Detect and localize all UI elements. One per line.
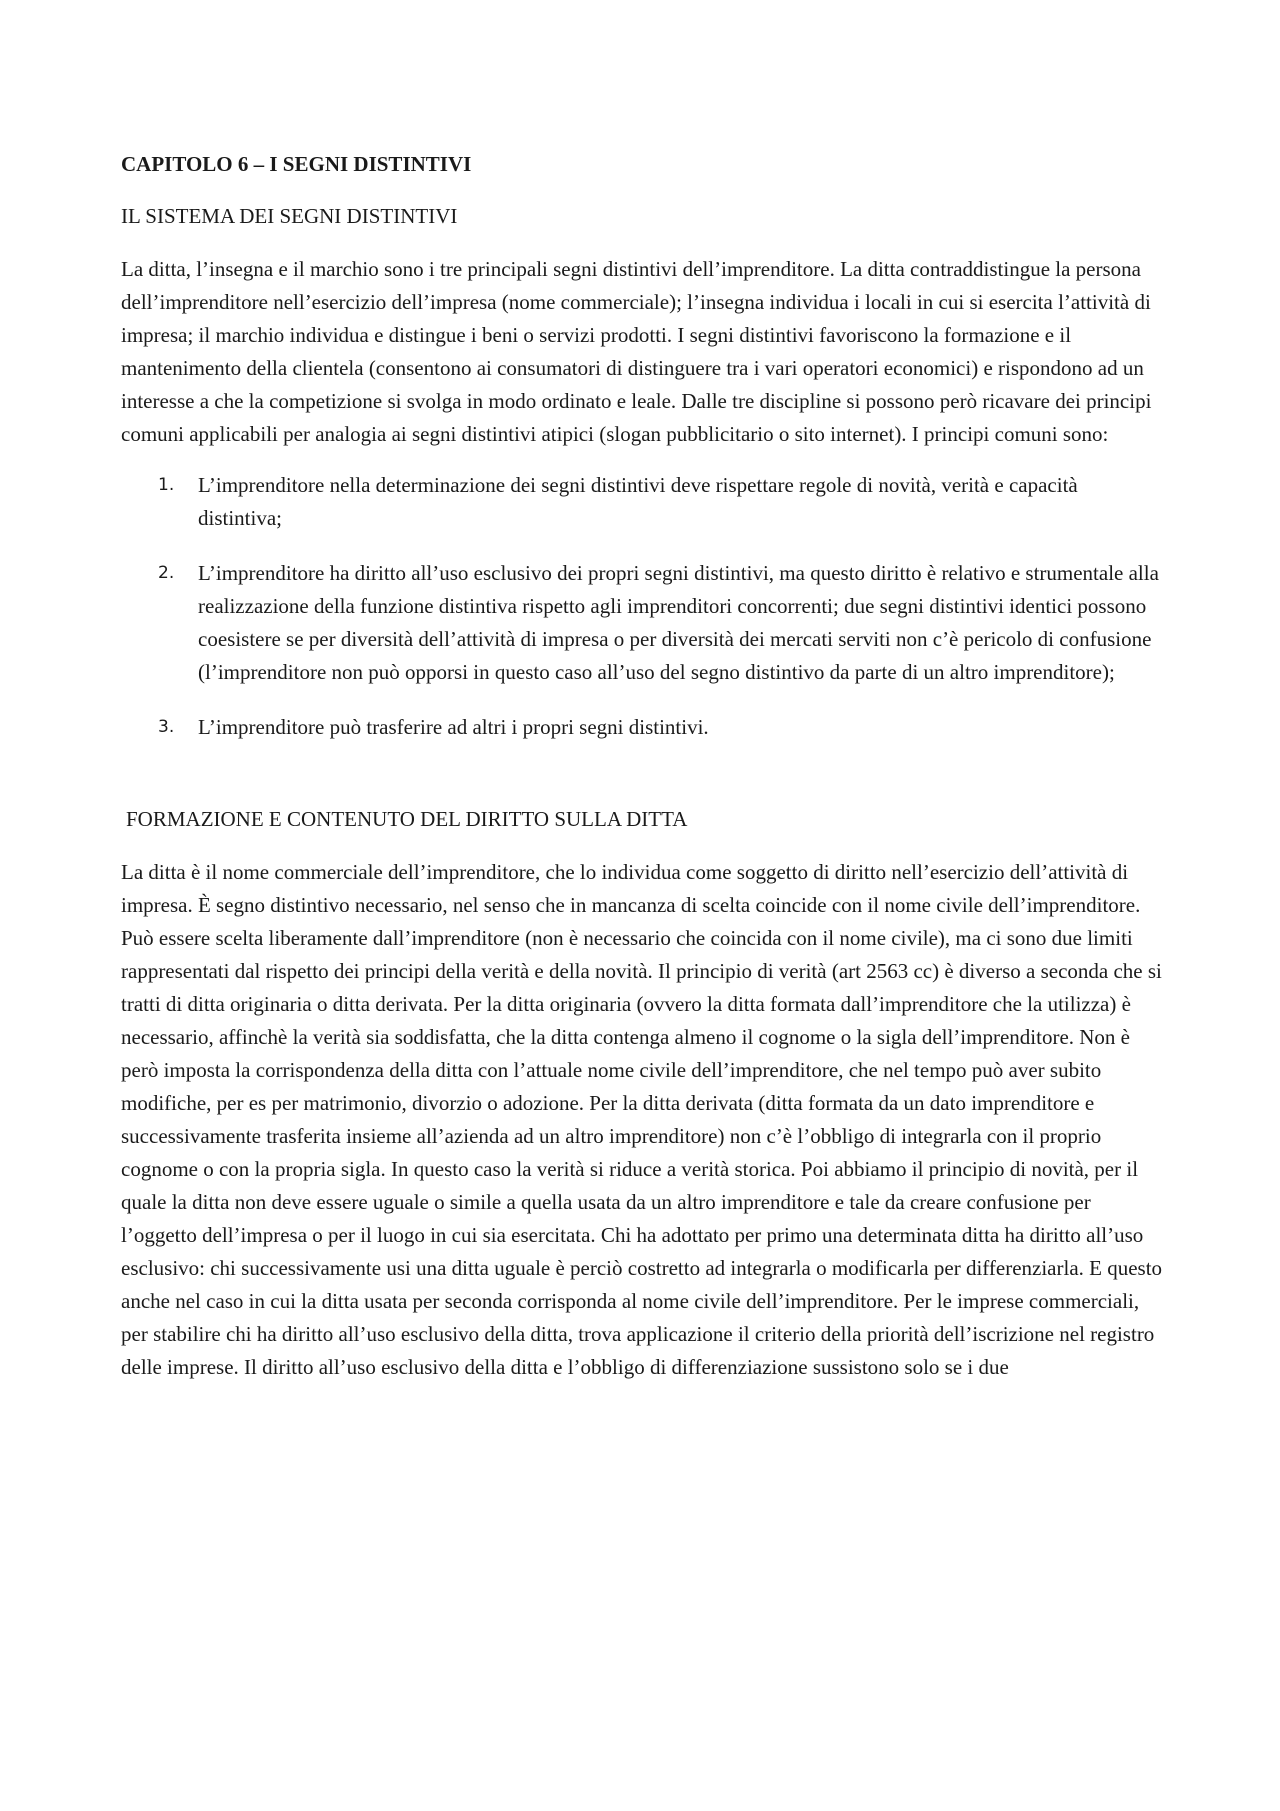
list-item-text: L’imprenditore può trasferire ad altri i propri segni distintivi. [198,715,709,739]
list-item-text: L’imprenditore nella determinazione dei segni distintivi deve rispettare regole di novità, verità e capacità distintiva; [198,473,1078,530]
list-item-number: 1. [158,475,175,495]
document-page [121,150,1166,1402]
list-item [121,557,1166,689]
chapter-title: CAPITOLO 6 – I SEGNI DISTINTIVI [121,152,472,176]
paragraph-ditta: La ditta è il nome commerciale dell’imprenditore, che lo individua come soggetto di diritto nell’esercizio dell’attività di impresa. È segno distintivo necessario, nel senso che in mancanza di scelta coincide con il nome civile dell’imprenditore. Può essere scelta liberamente dall’imprenditore (non è necessario che coincida con il nome civile), ma ci sono due limiti rappresentati dal rispetto dei principi della verità e della novità. Il principio di verità (art 2563 cc) è diverso a seconda che si tratti di ditta originaria o ditta derivata. Per la ditta originaria (ovvero la ditta formata dall’imprenditore che la utilizza) è necessario, affinchè la verità sia soddisfatta, che la ditta contenga almeno il cognome o la sigla dell’imprenditore. Non è però imposta la corrispondenza della ditta con l’attuale nome civile dell’imprenditore, che nel tempo può aver subito modifiche, per es per matrimonio, divorzio o adozione. Per la ditta derivata (ditta formata da un dato imprenditore e successivamente trasferita insieme all’azienda ad un altro imprenditore) non c’è l’obbligo di integrarla con il proprio cognome o con la propria sigla. In questo caso la verità si riduce a verità storica. Poi abbiamo il principio di novità, per il quale la ditta non deve essere uguale o simile a quella usata da un altro imprenditore e tale da creare confusione per l’oggetto dell’impresa o per il luogo in cui sia esercitata. Chi ha adottato per primo una determinata ditta ha diritto all’uso esclusivo: chi successivamente usi una ditta uguale è perciò costretto ad integrarla o modificarla per differenziarla. E questo anche nel caso in cui la ditta usata per seconda corrisponda al nome civile dell’imprenditore. Per le imprese commerciali, per stabilire chi ha diritto all’uso esclusivo della ditta, trova applicazione il criterio della priorità dell’iscrizione nel registro delle imprese. Il diritto all’uso esclusivo della ditta e l’obbligo di differenziazione sussistono solo se i due [121,860,1163,1379]
list-item-number: 3. [158,717,175,737]
paragraph-intro: La ditta, l’insegna e il marchio sono i tre principali segni distintivi dell’imprenditore. La ditta contraddistingue la persona dell’imprenditore nell’esercizio dell’impresa (nome commerciale); l’insegna individua i locali in cui si esercita l’attività di impresa; il marchio individua e distingue i beni o servizi prodotti. I segni distintivi favoriscono la formazione e il mantenimento della clientela (consentono ai consumatori di distinguere tra i vari operatori economici) e rispondono ad un interesse a che la competizione si svolga in modo ordinato e leale. Dalle tre discipline si possono però ricavare dei principi comuni applicabili per analogia ai segni distintivi atipici (slogan pubblicitario o sito internet). I principi comuni sono: [121,257,1152,446]
section-title-sistema: IL SISTEMA DEI SEGNI DISTINTIVI [121,204,458,228]
principles-list [121,469,1166,744]
list-item [121,711,1166,744]
list-item-text: L’imprenditore ha diritto all’uso esclusivo dei propri segni distintivi, ma questo diritto è relativo e strumentale alla realizzazione della funzione distintiva rispetto agli imprenditori concorrenti; due segni distintivi identici possono coesistere se per diversità dell’attività di impresa o per diversità dei mercati serviti non c’è pericolo di confusione (l’imprenditore non può opporsi in questo caso all’uso del segno distintivo da parte di un altro imprenditore); [198,561,1159,684]
list-item-number: 2. [158,563,175,583]
section-title-ditta: FORMAZIONE E CONTENUTO DEL DIRITTO SULLA DITTA [126,807,688,831]
list-item [121,469,1166,535]
